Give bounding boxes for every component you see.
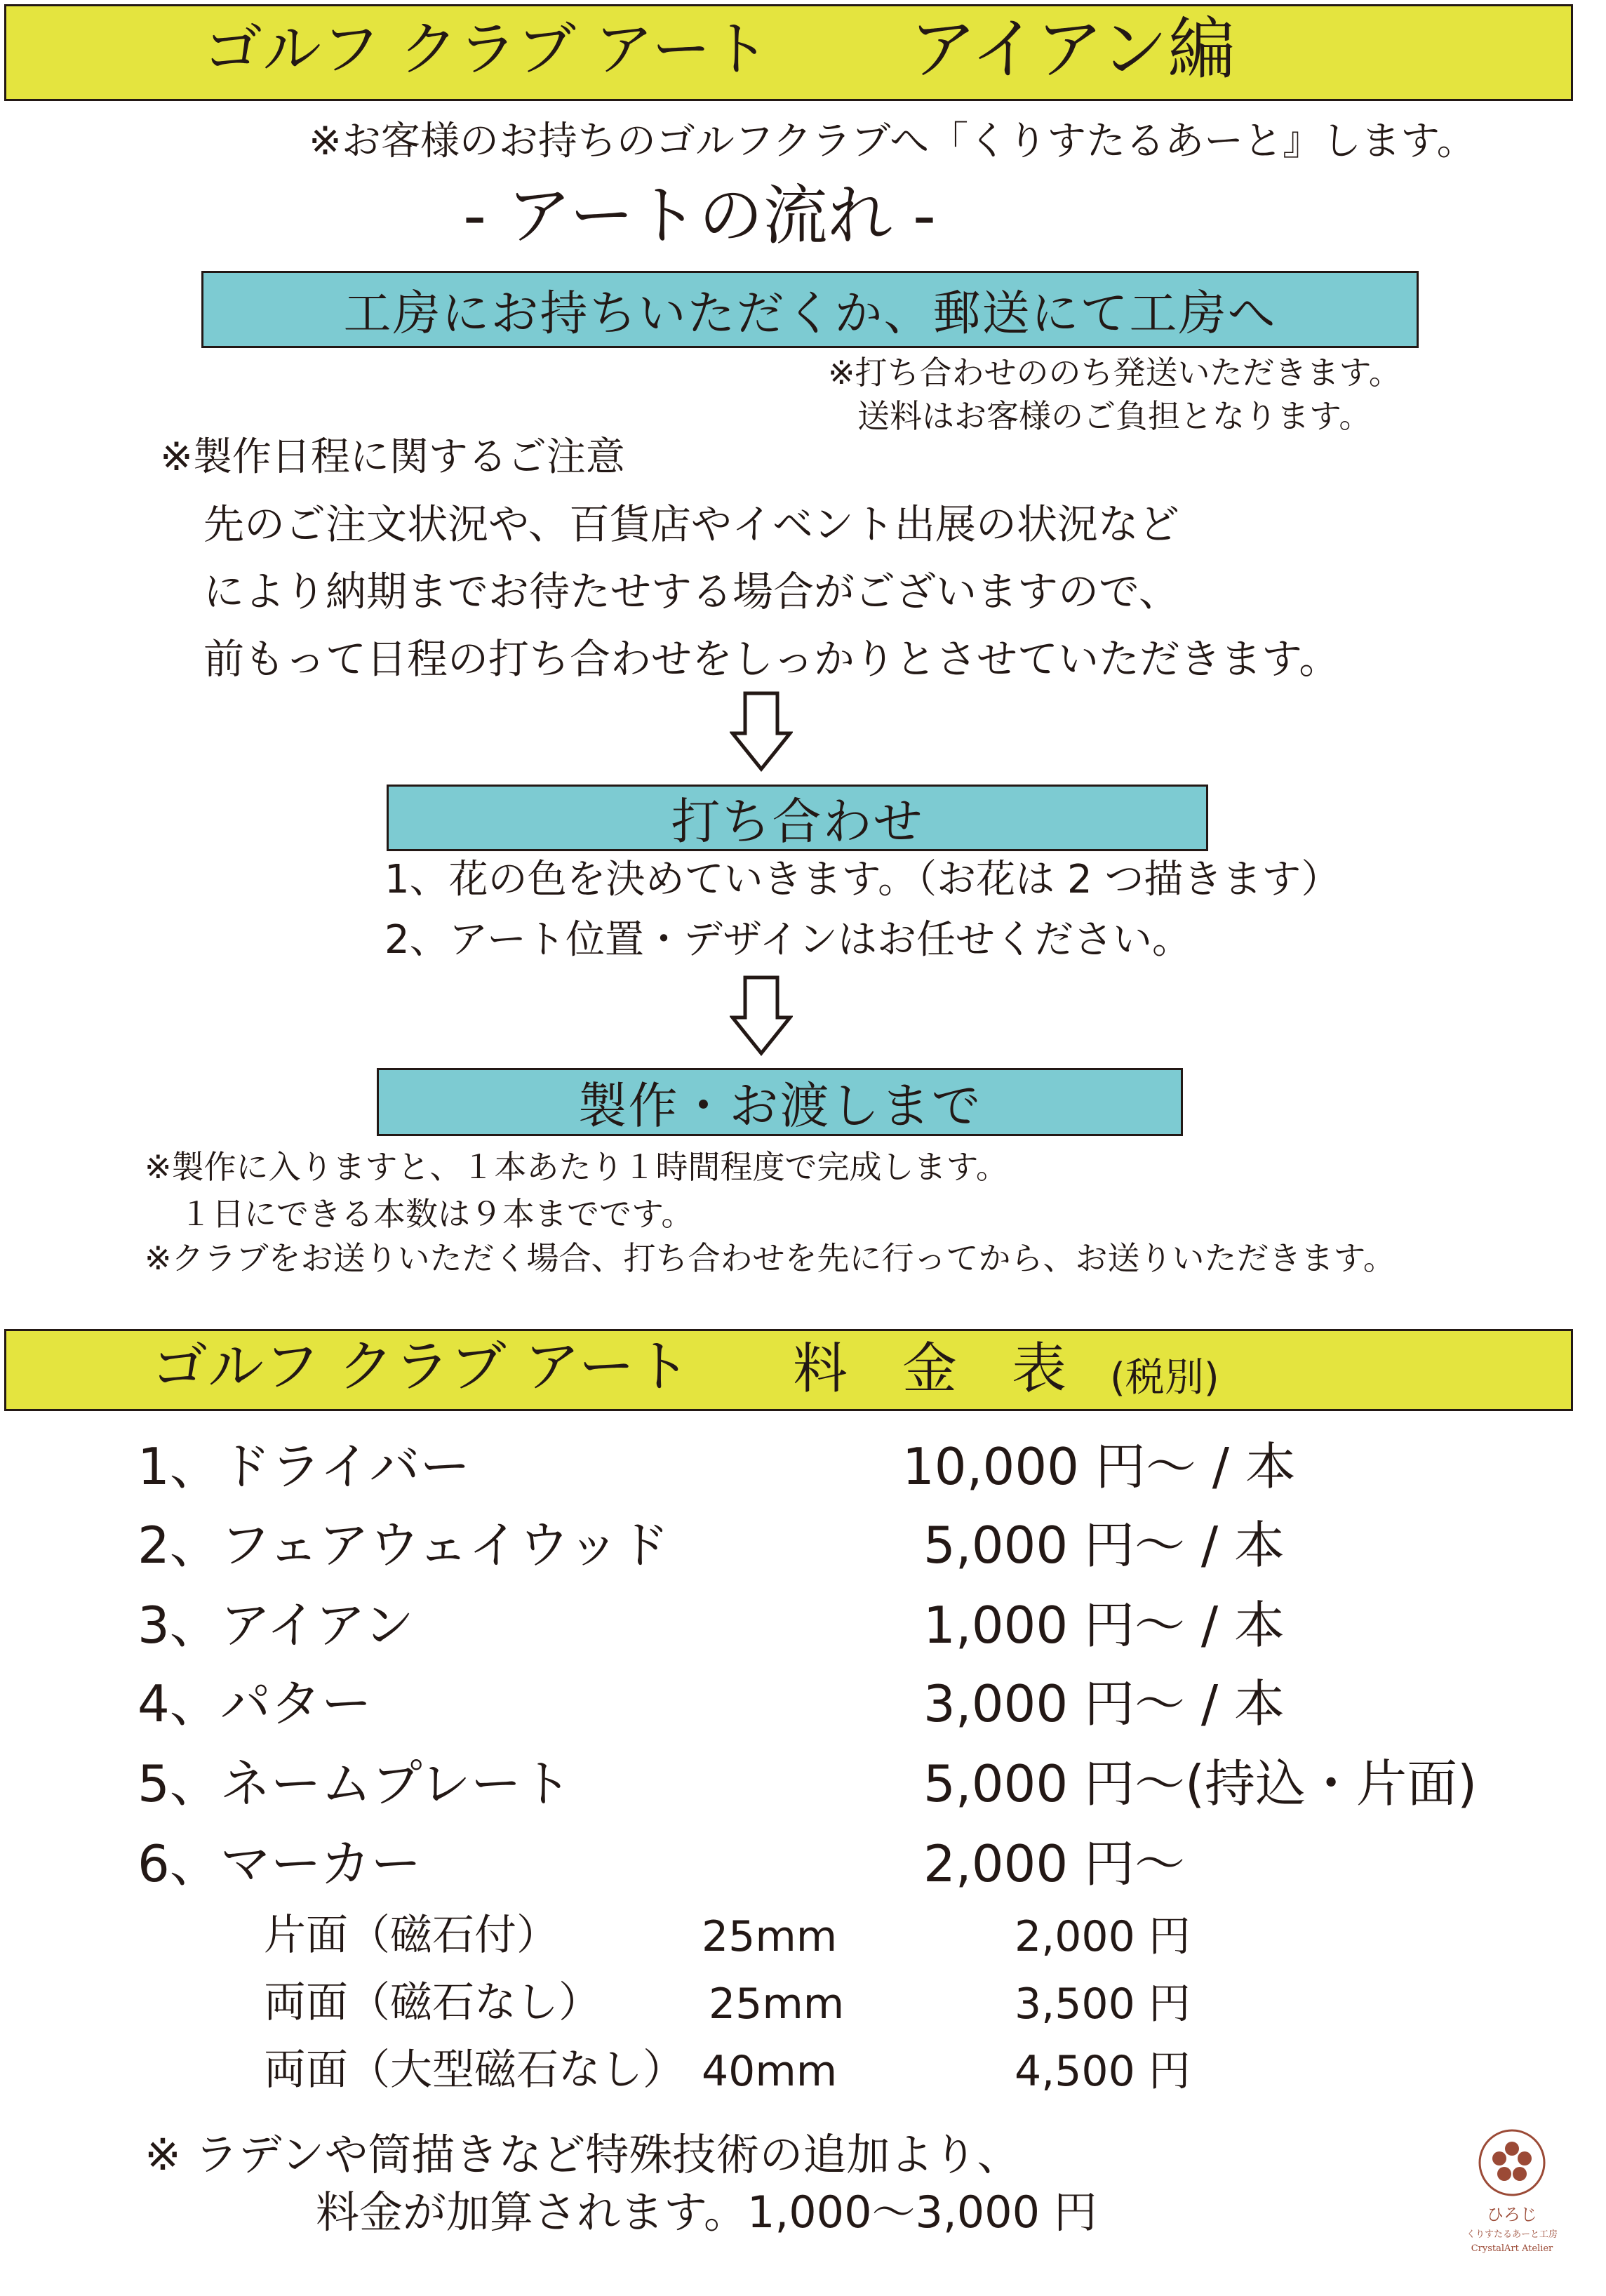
header-title-left: ゴルフ クラブ アート <box>203 15 770 84</box>
price-item-value: 1,000 円〜 / 本 <box>923 1596 1285 1655</box>
step2-item2: 2、アート位置・デザインはお任せください。 <box>384 917 1192 963</box>
step1-note-line1: ※打ち合わせののち発送いただきます。 <box>828 354 1401 392</box>
price-item-name: 3、アイアン <box>138 1596 415 1655</box>
schedule-line3: 前もって日程の打ち合わせをしっかりとさせていただきます。 <box>203 635 1340 683</box>
schedule-line2: により納期までお待たせする場合がございますので、 <box>203 568 1179 615</box>
logo-name: ひろじ <box>1487 2205 1537 2224</box>
marker-option-size: 40mm <box>702 2047 838 2096</box>
step1-note-line2: 送料はお客様のご負担となります。 <box>857 397 1372 435</box>
marker-option-size: 25mm <box>702 1912 838 1961</box>
marker-option-type: 両面（大型磁石なし） <box>264 2045 685 2095</box>
schedule-heading: ※製作日程に関するご注意 <box>160 434 625 480</box>
price-item-value: 10,000 円〜 / 本 <box>902 1437 1296 1496</box>
header-title-right: アイアン編 <box>909 10 1236 88</box>
footer-note-line2: 料金が加算されます。1,000〜3,000 円 <box>316 2187 1097 2238</box>
step3-note2: １日にできる本数は９本までです。 <box>180 1195 694 1233</box>
logo-subtitle-en: CrystalArt Atelier <box>1471 2243 1553 2254</box>
step3-note1: ※製作に入りますと、１本あたり１時間程度で完成します。 <box>145 1148 1008 1186</box>
marker-option-type: 両面（磁石なし） <box>264 1978 601 2027</box>
intro-note: ※お客様のお持ちのゴルフクラブへ「くりすたるあーと』します。 <box>309 119 1476 164</box>
logo-subtitle-jp: くりすたるあーと工房 <box>1466 2229 1558 2240</box>
down-arrow-icon <box>730 691 793 772</box>
price-item-name: 5、ネームプレート <box>138 1754 572 1813</box>
marker-option-size: 25mm <box>709 1980 845 2029</box>
price-header-left: ゴルフ クラブ アート <box>152 1334 691 1399</box>
step-box-production: 製作・お渡しまで <box>377 1068 1183 1136</box>
price-header-title: 料 金 表 <box>793 1337 1067 1401</box>
price-item-value: 2,000 円〜 <box>923 1834 1186 1893</box>
step3-note3: ※クラブをお送りいただく場合、打ち合わせを先に行ってから、お送りいただきます。 <box>145 1239 1396 1277</box>
price-item-name: 2、フェアウェイウッド <box>138 1516 669 1575</box>
price-item-value: 5,000 円〜 / 本 <box>923 1516 1285 1575</box>
step2-item1: 1、花の色を決めていきます。（お花は 2 つ描きます） <box>384 857 1341 902</box>
footer-note-line1: ※ ラデンや筒描きなど特殊技術の追加より、 <box>145 2129 1021 2180</box>
step-box-meeting: 打ち合わせ <box>387 785 1208 851</box>
marker-option-price: 4,500 円 <box>1015 2047 1191 2096</box>
atelier-logo <box>1466 2128 1558 2275</box>
price-item-value: 3,000 円〜 / 本 <box>923 1674 1285 1733</box>
schedule-line1: 先のご注文状況や、百貨店やイベント出展の状況など <box>203 500 1179 548</box>
marker-option-price: 2,000 円 <box>1015 1912 1191 1961</box>
down-arrow-icon <box>730 975 793 1056</box>
price-item-name: 4、パター <box>138 1674 372 1733</box>
marker-option-type: 片面（磁石付） <box>264 1911 558 1960</box>
flower-logo-icon <box>1477 2128 1547 2198</box>
flow-title: - アートの流れ - <box>463 178 937 253</box>
marker-option-price: 3,500 円 <box>1015 1980 1191 2029</box>
price-item-name: 1、ドライバー <box>138 1437 471 1496</box>
step-box-visit: 工房にお持ちいただくか、郵送にて工房へ <box>201 271 1419 348</box>
price-header-tax: (税別) <box>1110 1355 1219 1401</box>
price-item-value: 5,000 円〜(持込・片面) <box>923 1754 1478 1813</box>
price-item-name: 6、マーカー <box>138 1834 422 1893</box>
